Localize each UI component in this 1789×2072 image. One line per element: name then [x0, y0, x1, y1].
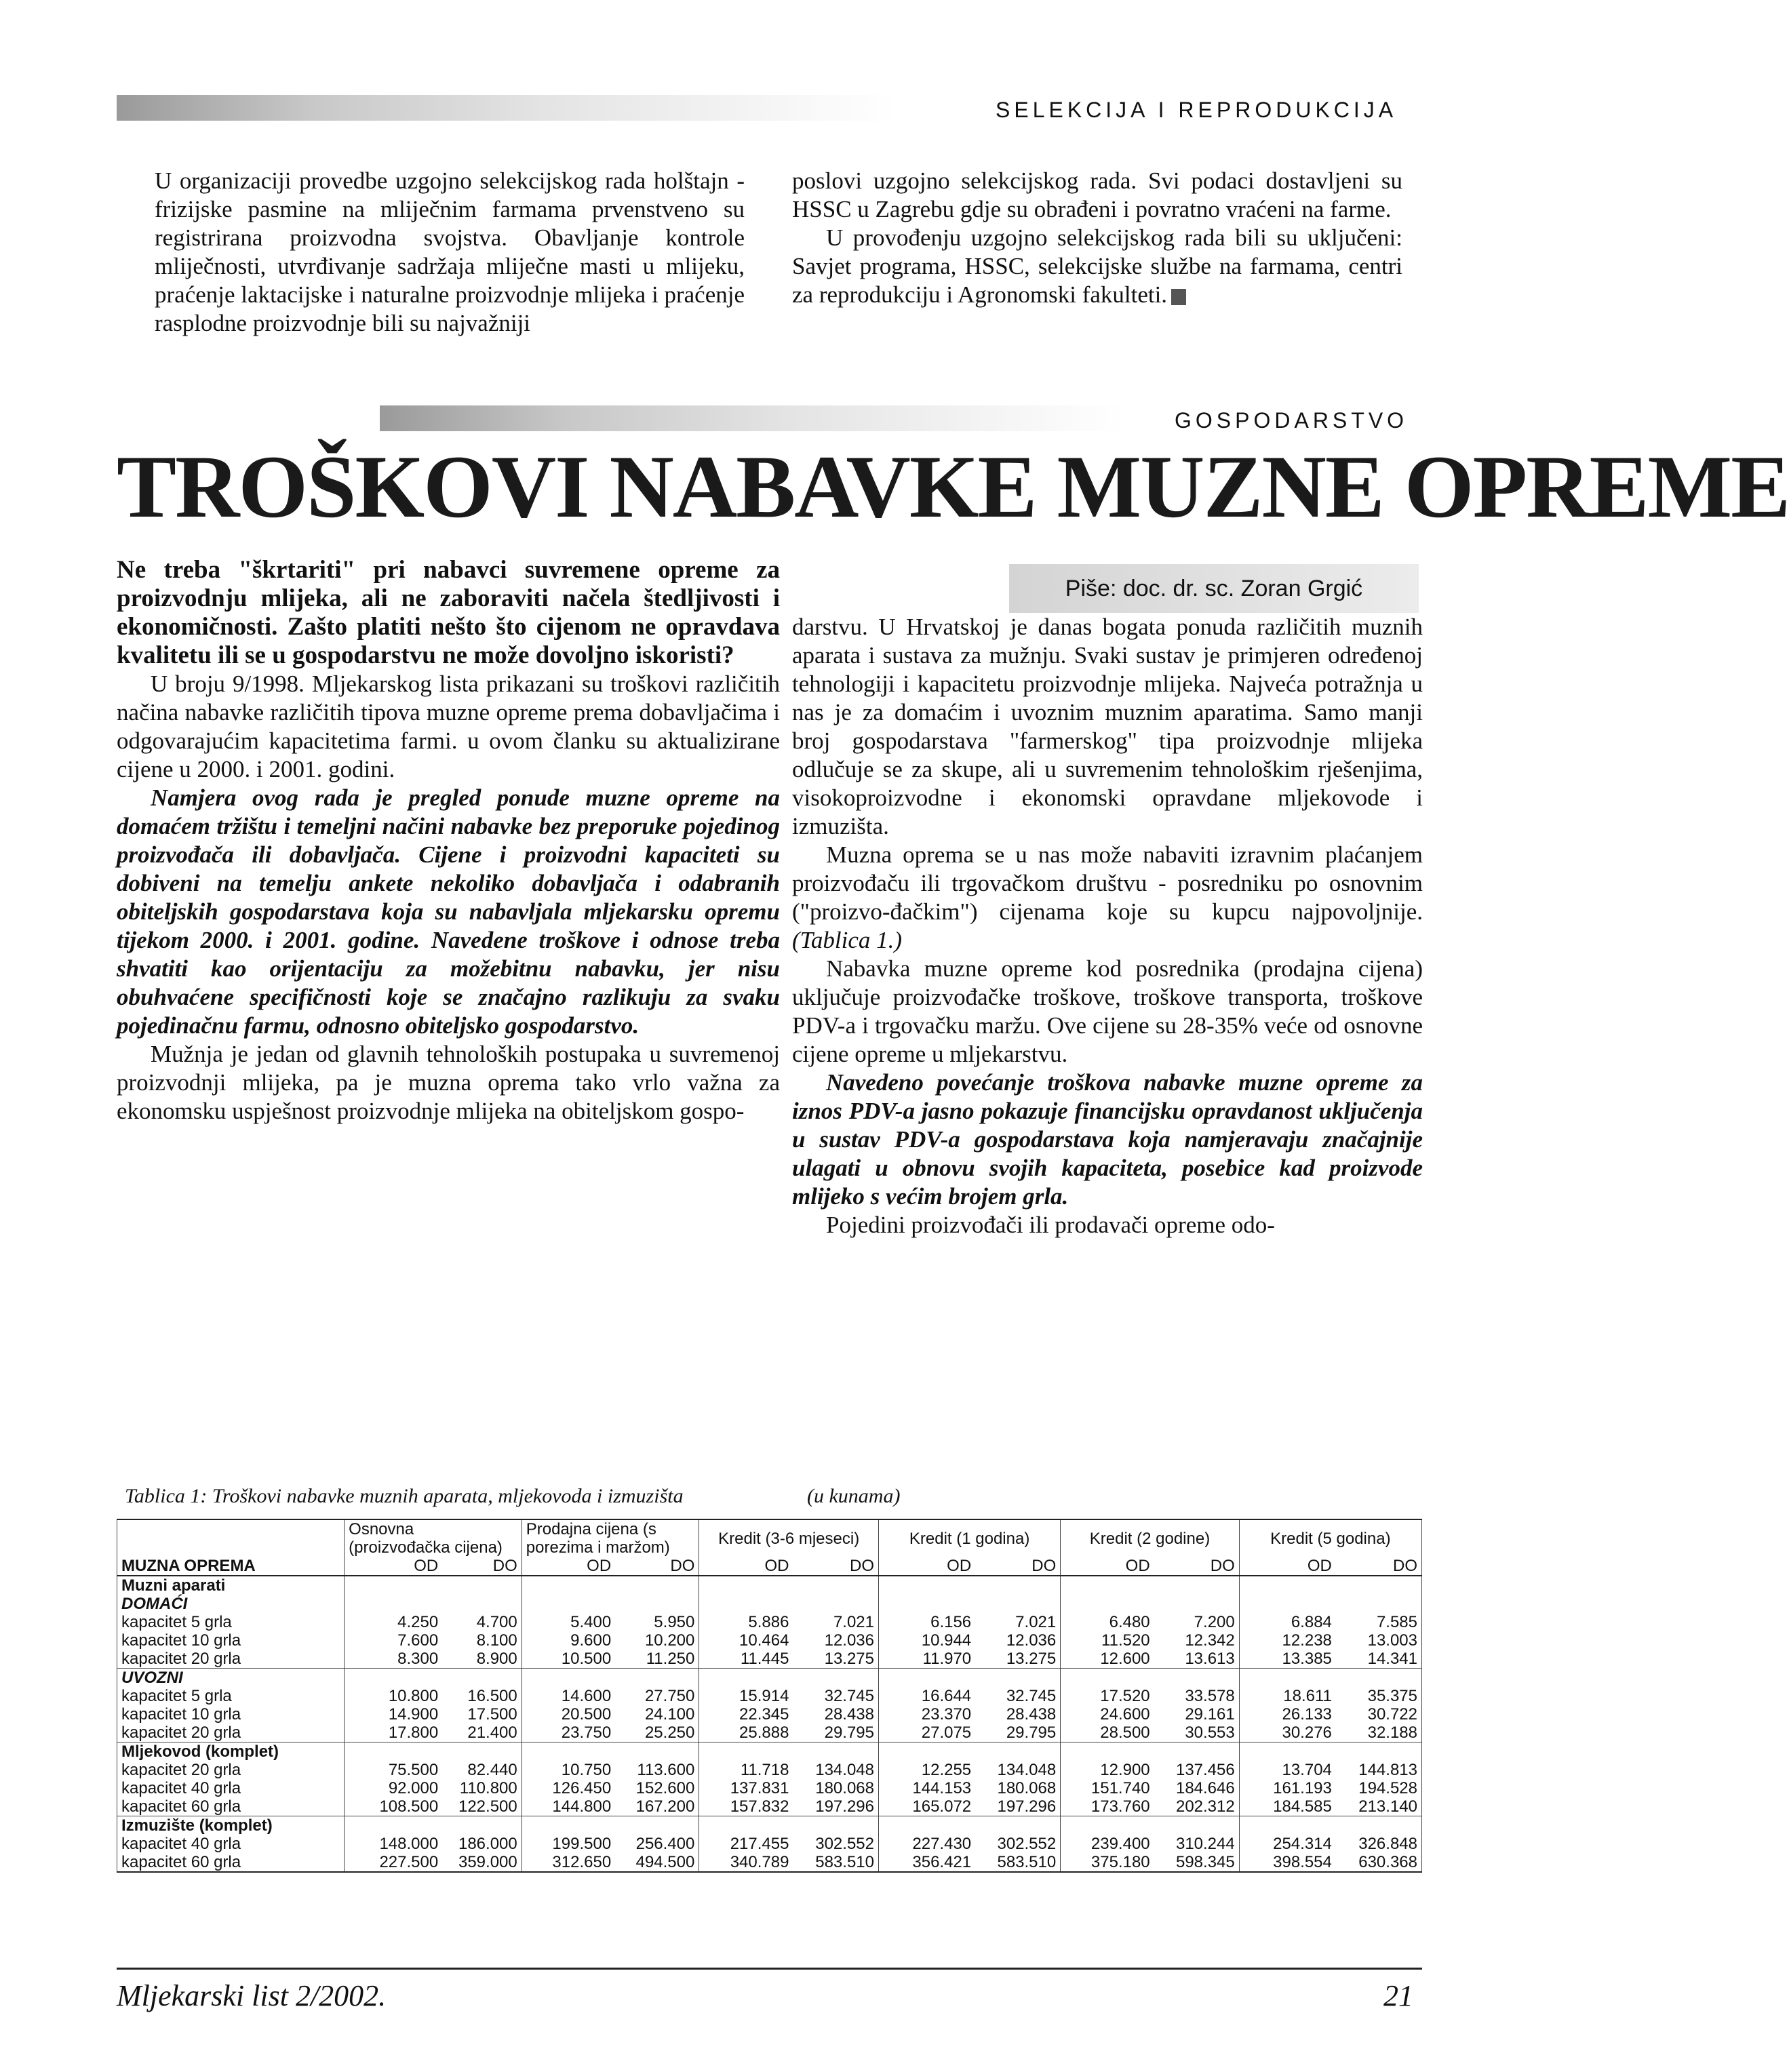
value-cell: 180.068 [997, 1779, 1057, 1797]
value-cell: 4.700 [476, 1613, 517, 1631]
table-row [117, 1650, 1422, 1669]
empty-cell [1336, 1669, 1422, 1688]
value-cell: 302.552 [997, 1835, 1057, 1853]
value-cell: 13.275 [1006, 1650, 1057, 1668]
value-cell: 14.341 [1336, 1650, 1422, 1669]
value-cell: 15.914 [699, 1687, 793, 1705]
value-cell: 29.161 [1185, 1705, 1235, 1724]
prev-article-right-p2-text: U provođenju uzgojno selekcijskog rada bili su uključeni: Savjet programa, HSSC, selekcijske službe na farmama, centri za reprodukciju i Agronomski fakulteti. [792, 224, 1402, 308]
prev-article-right-p1: poslovi uzgojno selekcijskog rada. Svi podaci dostavljeni su HSSC u Zagrebu gdje su obrađeni i povratno vraćeni na farme. [792, 167, 1402, 222]
empty-cell [1336, 1742, 1422, 1761]
value-cell: 24.600 [1061, 1705, 1154, 1724]
value-cell: 340.789 [699, 1853, 793, 1872]
empty-cell [442, 1669, 522, 1688]
value-cell: 28.438 [824, 1705, 874, 1724]
value-cell: 13.613 [1185, 1650, 1235, 1668]
value-cell: 82.440 [467, 1761, 517, 1779]
table-group-header [117, 1519, 1422, 1557]
empty-cell [615, 1816, 699, 1835]
value-cell: 186.000 [458, 1835, 517, 1853]
do-header: DO [1154, 1557, 1240, 1576]
value-cell: 7.021 [1015, 1613, 1057, 1631]
empty-cell [345, 1816, 443, 1835]
header-shade [117, 95, 897, 121]
article-right-p4: Navedeno povećanje troškova nabavke muzne opreme za iznos PDV-a jasno pokazuje financijsku opravdanost uključenja u sustav PDV-a gospodarstava koja namjeravaju značajnije ulagati u obnovu svojih kapaciteta, posebice kad proizvode mlijeko s većim brojem grla. [792, 1069, 1423, 1210]
value-cell: 20.500 [522, 1705, 615, 1724]
value-cell: 32.188 [1336, 1724, 1422, 1742]
empty-cell [345, 1742, 443, 1761]
article-left-p3: Mužnja je jedan od glavnih tehnoloških postupaka u suvremenoj proizvodnji mlijeka, pa je muzna oprema tako vrlo važna za ekonomsku uspješnost proizvodnje mlijeka na obiteljskom gospo- [117, 1041, 780, 1124]
empty-cell [975, 1742, 1061, 1761]
value-cell: 398.554 [1239, 1853, 1336, 1872]
od-header: OD [522, 1557, 615, 1576]
value-cell: 30.276 [1239, 1724, 1336, 1742]
value-cell: 256.400 [635, 1835, 695, 1853]
value-cell: 27.750 [644, 1687, 695, 1705]
value-cell: 326.848 [1336, 1835, 1422, 1853]
empty-cell [522, 1669, 615, 1688]
value-cell: 12.238 [1239, 1631, 1336, 1650]
value-cell: 167.200 [635, 1797, 695, 1816]
value-cell: 630.368 [1336, 1853, 1422, 1872]
value-cell: 137.456 [1175, 1761, 1235, 1779]
od-header: OD [699, 1557, 793, 1576]
do-header: DO [975, 1557, 1061, 1576]
table-row [117, 1687, 1422, 1705]
empty-cell [699, 1816, 793, 1835]
empty-cell [1336, 1595, 1422, 1613]
group-header: Kredit (2 godine) [1061, 1519, 1240, 1557]
prev-article-left [155, 167, 745, 338]
empty-cell [522, 1742, 615, 1761]
table-row [117, 1761, 1422, 1779]
value-cell: 26.133 [1239, 1705, 1336, 1724]
footer-rule [117, 1968, 1422, 1970]
empty-cell [1336, 1576, 1422, 1595]
row-label: kapacitet 60 grla [117, 1853, 345, 1872]
value-cell: 108.500 [379, 1797, 439, 1816]
value-cell: 8.100 [476, 1631, 517, 1650]
article-left-p2: Namjera ovog rada je pregled ponude muzne opreme na domaćem tržištu i temeljni načini nabavke bez preporuke pojedinog proizvođača ili dobavljača. Cijene i proizvodni kapaciteti su dobiveni na temelju ankete nekoliko dobavljača i odabranih obiteljskih gospodarstava koja su nabavljala mljekarsku opremu tijekom 2000. i 2001. godine. Navedene troškove i odnose treba shvatiti kao orijentaciju za možebitnu nabavku, jer nisu obuhvaćene specifičnosti koje se značajno razlikuju za svaku pojedinačnu farmu, odnosno obiteljsko gospodarstvo. [117, 784, 780, 1039]
value-cell: 24.100 [644, 1705, 695, 1724]
empty-cell [345, 1669, 443, 1688]
value-cell: 28.438 [1006, 1705, 1057, 1724]
empty-cell [615, 1576, 699, 1595]
row-label: kapacitet 40 grla [117, 1779, 345, 1797]
value-cell: 14.600 [522, 1687, 615, 1705]
value-cell: 202.312 [1175, 1797, 1235, 1816]
value-cell: 25.250 [644, 1724, 695, 1742]
group-title: Izmuzište (komplet) [117, 1816, 345, 1835]
article-right-p2 [792, 841, 1423, 955]
od-header: OD [345, 1557, 443, 1576]
article-right-p1: darstvu. U Hrvatskoj je danas bogata ponuda različitih muznih aparata i sustava za mužnju. Svaki sustav je primjeren određenoj tehnologiji i kapacitetu proizvodnje mlijeka. Najveća potražnja u nas je za domaćim i uvoznim muznim aparatima. Samo manji broj gospodarstava "farmerskog" tipa proizvodnje mlijeka odlučuje se za skupe, ali u suvremenim tehnološkim rješenjima, visokoproizvodne i ekonomski opravdane mljekovode i izmuzišta. [792, 614, 1423, 839]
empty-cell [793, 1742, 878, 1761]
group-header: Kredit (5 godina) [1239, 1519, 1421, 1557]
empty-cell [793, 1816, 878, 1835]
empty-cell [615, 1669, 699, 1688]
empty-cell [1061, 1595, 1154, 1613]
value-cell: 9.600 [522, 1631, 615, 1650]
value-cell: 10.800 [388, 1687, 439, 1705]
empty-cell [615, 1595, 699, 1613]
article-left-p1: U broju 9/1998. Mljekarskog lista prikazani su troškovi različitih načina nabavke različitih tipova muzne opreme prema dobavljačima i odgovarajućim kapacitetima farmi. u ovom članku su aktualizirane cijene u 2000. i 2001. godini. [117, 671, 780, 782]
table-row [117, 1779, 1422, 1797]
do-header: DO [793, 1557, 878, 1576]
empty-cell [975, 1595, 1061, 1613]
value-cell: 13.275 [824, 1650, 874, 1668]
value-cell: 197.296 [815, 1797, 874, 1816]
value-cell: 151.740 [1061, 1779, 1154, 1797]
value-cell: 6.156 [879, 1613, 976, 1631]
empty-cell [1061, 1742, 1154, 1761]
corner-label: MUZNA OPREMA [117, 1557, 345, 1576]
value-cell: 583.510 [975, 1853, 1061, 1872]
value-cell: 35.375 [1336, 1687, 1422, 1705]
do-header: DO [615, 1557, 699, 1576]
value-cell: 122.500 [458, 1797, 517, 1816]
empty-cell [699, 1595, 793, 1613]
value-cell: 27.075 [879, 1724, 976, 1742]
empty-cell [793, 1595, 878, 1613]
row-label: kapacitet 5 grla [117, 1687, 345, 1705]
article-lead: Ne treba "škrtariti" pri nabavci suvremene opreme za proizvodnju mlijeka, ali ne zaboraviti načela štedljivosti i ekonomičnosti. Zašto platiti nešto što cijenom ne opravdava kvalitetu ili se u gospodarstvu ne može dovoljno iskoristi? [117, 556, 780, 669]
page-number: 21 [1383, 1979, 1413, 2012]
value-cell: 144.813 [1336, 1761, 1422, 1779]
value-cell: 17.800 [388, 1724, 439, 1742]
empty-cell [1239, 1576, 1336, 1595]
row-label: kapacitet 20 grla [117, 1650, 345, 1669]
value-cell: 12.600 [1061, 1650, 1154, 1669]
table-row [117, 1631, 1422, 1650]
value-cell: 5.950 [654, 1613, 695, 1631]
empty-cell [442, 1742, 522, 1761]
empty-cell [1154, 1669, 1240, 1688]
value-cell: 11.970 [879, 1650, 976, 1669]
empty-cell [442, 1576, 522, 1595]
subgroup-title: DOMAĆI [117, 1595, 345, 1613]
value-cell: 165.072 [879, 1797, 976, 1816]
article-title: TROŠKOVI NABAVKE MUZNE OPREME [117, 437, 1789, 536]
do-header: DO [442, 1557, 522, 1576]
table-group-row [117, 1816, 1422, 1835]
value-cell: 10.500 [522, 1650, 615, 1669]
group-header: Osnovna (proizvođačka cijena) [345, 1519, 522, 1557]
group-title: Mljekovod (komplet) [117, 1742, 345, 1761]
empty-cell [1239, 1742, 1336, 1761]
value-cell: 30.722 [1336, 1705, 1422, 1724]
value-cell: 152.600 [635, 1779, 695, 1797]
value-cell: 312.650 [522, 1853, 615, 1872]
value-cell: 17.500 [467, 1705, 517, 1724]
value-cell: 134.048 [997, 1761, 1057, 1779]
value-cell: 12.342 [1185, 1631, 1235, 1650]
row-label: kapacitet 20 grla [117, 1761, 345, 1779]
empty-cell [1239, 1669, 1336, 1688]
value-cell: 199.500 [522, 1835, 615, 1853]
value-cell: 356.421 [879, 1853, 976, 1872]
article-right-p2-text: Muzna oprema se u nas može nabaviti izravnim plaćanjem proizvođaču ili trgovačkom društvu - posredniku po osnovnim ("proizvo-đačkim") cijenama koje su kupcu najpovoljnije. [792, 841, 1423, 925]
value-cell: 23.370 [879, 1705, 976, 1724]
value-cell: 144.153 [879, 1779, 976, 1797]
empty-cell [879, 1576, 976, 1595]
value-cell: 8.300 [397, 1650, 439, 1668]
empty-cell [522, 1576, 615, 1595]
empty-cell [522, 1816, 615, 1835]
empty-cell [793, 1576, 878, 1595]
value-cell: 5.400 [522, 1613, 615, 1631]
value-cell: 359.000 [442, 1853, 522, 1872]
value-cell: 8.900 [476, 1650, 517, 1668]
empty-cell [1061, 1669, 1154, 1688]
group-title: Muzni aparati [117, 1576, 345, 1595]
corner-blank [117, 1519, 345, 1557]
value-cell: 494.500 [615, 1853, 699, 1872]
empty-cell [1061, 1576, 1154, 1595]
value-cell: 137.831 [699, 1779, 793, 1797]
value-cell: 16.500 [467, 1687, 517, 1705]
value-cell: 23.750 [522, 1724, 615, 1742]
value-cell: 28.500 [1061, 1724, 1154, 1742]
value-cell: 598.345 [1154, 1853, 1240, 1872]
value-cell: 6.480 [1061, 1613, 1154, 1631]
table-group-row [117, 1576, 1422, 1595]
empty-cell [1154, 1576, 1240, 1595]
empty-cell [975, 1816, 1061, 1835]
value-cell: 583.510 [793, 1853, 878, 1872]
value-cell: 184.646 [1175, 1779, 1235, 1797]
value-cell: 126.450 [522, 1779, 615, 1797]
value-cell: 13.003 [1336, 1631, 1422, 1650]
subgroup-title: UVOZNI [117, 1669, 345, 1688]
value-cell: 6.884 [1239, 1613, 1336, 1631]
row-label: kapacitet 20 grla [117, 1724, 345, 1742]
od-header: OD [1239, 1557, 1336, 1576]
empty-cell [345, 1576, 443, 1595]
value-cell: 7.200 [1194, 1613, 1235, 1631]
value-cell: 134.048 [815, 1761, 874, 1779]
value-cell: 4.250 [397, 1613, 439, 1631]
value-cell: 5.886 [699, 1613, 793, 1631]
row-label: kapacitet 5 grla [117, 1613, 345, 1631]
value-cell: 110.800 [459, 1779, 517, 1797]
empty-cell [699, 1742, 793, 1761]
journal-name: Mljekarski list 2/2002. [117, 1979, 387, 2012]
row-label: kapacitet 10 grla [117, 1631, 345, 1650]
od-header: OD [1061, 1557, 1154, 1576]
value-cell: 75.500 [388, 1761, 439, 1779]
row-label: kapacitet 60 grla [117, 1797, 345, 1816]
article-left-column [117, 556, 780, 1125]
empty-cell [1336, 1816, 1422, 1835]
table-group-row [117, 1742, 1422, 1761]
value-cell: 144.800 [522, 1797, 615, 1816]
value-cell: 161.193 [1239, 1779, 1336, 1797]
empty-cell [1061, 1816, 1154, 1835]
prev-article-right [792, 167, 1402, 309]
table-row [117, 1797, 1422, 1816]
value-cell: 11.445 [699, 1650, 793, 1669]
value-cell: 10.200 [644, 1631, 695, 1650]
value-cell: 12.036 [824, 1631, 874, 1650]
table-row [117, 1724, 1422, 1742]
section-shade [380, 405, 1126, 431]
value-cell: 7.585 [1336, 1613, 1422, 1631]
value-cell: 227.500 [345, 1853, 443, 1872]
empty-cell [1239, 1595, 1336, 1613]
row-label: kapacitet 40 grla [117, 1835, 345, 1853]
empty-cell [699, 1669, 793, 1688]
group-header: Prodajna cijena (s porezima i maržom) [522, 1519, 699, 1557]
empty-cell [442, 1595, 522, 1613]
value-cell: 197.296 [997, 1797, 1057, 1816]
empty-cell [879, 1816, 976, 1835]
value-cell: 12.255 [879, 1761, 976, 1779]
empty-cell [879, 1595, 976, 1613]
value-cell: 25.888 [699, 1724, 793, 1742]
table-subgroup-row [117, 1595, 1422, 1613]
empty-cell [1239, 1816, 1336, 1835]
value-cell: 10.464 [699, 1631, 793, 1650]
od-header: OD [879, 1557, 976, 1576]
table-subgroup-row [117, 1669, 1422, 1688]
value-cell: 7.600 [397, 1631, 439, 1650]
table-reference: (Tablica 1.) [792, 927, 903, 953]
value-cell: 29.795 [1006, 1724, 1057, 1742]
group-header: Kredit (3-6 mjeseci) [699, 1519, 879, 1557]
value-cell: 32.745 [1006, 1687, 1057, 1705]
value-cell: 254.314 [1239, 1835, 1336, 1853]
empty-cell [879, 1669, 976, 1688]
empty-cell [879, 1742, 976, 1761]
value-cell: 239.400 [1061, 1835, 1154, 1853]
value-cell: 213.140 [1336, 1797, 1422, 1816]
value-cell: 12.036 [1006, 1631, 1057, 1650]
article-right-p3: Nabavka muzne opreme kod posrednika (prodajna cijena) uključuje proizvođačke troškove, troškove transporta, troškove PDV-a i trgovačku maržu. Ove cijene su 28-35% veće od osnovne cijene opreme u mljekarstvu. [792, 955, 1423, 1067]
cost-table [117, 1519, 1422, 1873]
row-label: kapacitet 10 grla [117, 1705, 345, 1724]
empty-cell [522, 1595, 615, 1613]
value-cell: 30.553 [1185, 1724, 1235, 1742]
value-cell: 113.600 [637, 1761, 695, 1779]
value-cell: 11.718 [699, 1761, 793, 1779]
value-cell: 12.900 [1061, 1761, 1154, 1779]
value-cell: 157.832 [699, 1797, 793, 1816]
prev-article-left-text: U organizaciji provedbe uzgojno selekcijskog rada holštajn - frizijske pasmine na mliječnim farmama prvenstveno su registrirana proizvodna svojstva. Obavljanje kontrole mliječnosti, utvrđivanje sadržaja mliječne masti u mlijeku, praćenje laktacijske i naturalne proizvodnje mlijeka i praćenje rasplodne proizvodnje bili su najvažniji [155, 167, 745, 336]
do-header: DO [1336, 1557, 1422, 1576]
empty-cell [615, 1742, 699, 1761]
table-subheader [117, 1557, 1422, 1576]
value-cell: 173.760 [1061, 1797, 1154, 1816]
value-cell: 21.400 [467, 1724, 517, 1742]
empty-cell [793, 1669, 878, 1688]
table-row [117, 1835, 1422, 1853]
table-row [117, 1853, 1422, 1872]
value-cell: 13.385 [1239, 1650, 1336, 1669]
value-cell: 11.520 [1061, 1631, 1154, 1650]
section-label-mid: GOSPODARSTVO [1175, 408, 1409, 433]
table-row [117, 1613, 1422, 1631]
author-byline: Piše: doc. dr. sc. Zoran Grgić [1009, 564, 1419, 613]
value-cell: 11.250 [646, 1650, 695, 1668]
value-cell: 227.430 [879, 1835, 976, 1853]
value-cell: 17.520 [1061, 1687, 1154, 1705]
empty-cell [442, 1816, 522, 1835]
prev-article-right-p2 [792, 224, 1402, 309]
value-cell: 302.552 [815, 1835, 874, 1853]
empty-cell [975, 1576, 1061, 1595]
value-cell: 310.244 [1175, 1835, 1235, 1853]
value-cell: 194.528 [1336, 1779, 1422, 1797]
end-square-icon [1171, 289, 1186, 305]
table-row [117, 1705, 1422, 1724]
value-cell: 92.000 [388, 1779, 439, 1797]
table-caption: Tablica 1: Troškovi nabavke muznih aparata, mljekovoda i izmuzišta [125, 1485, 684, 1507]
value-cell: 16.644 [879, 1687, 976, 1705]
value-cell: 10.944 [879, 1631, 976, 1650]
value-cell: 32.745 [824, 1687, 874, 1705]
value-cell: 10.750 [522, 1761, 615, 1779]
empty-cell [699, 1576, 793, 1595]
section-label-top: SELEKCIJA I REPRODUKCIJA [996, 98, 1398, 122]
value-cell: 22.345 [699, 1705, 793, 1724]
value-cell: 148.000 [379, 1835, 439, 1853]
article-right-p5: Pojedini proizvođači ili prodavači opreme odo- [826, 1212, 1275, 1238]
empty-cell [975, 1669, 1061, 1688]
group-header: Kredit (1 godina) [879, 1519, 1061, 1557]
empty-cell [1154, 1595, 1240, 1613]
value-cell: 13.704 [1239, 1761, 1336, 1779]
value-cell: 29.795 [824, 1724, 874, 1742]
article-right-column [792, 613, 1423, 1239]
value-cell: 14.900 [388, 1705, 439, 1724]
value-cell: 217.455 [699, 1835, 793, 1853]
value-cell: 18.611 [1239, 1687, 1336, 1705]
value-cell: 33.578 [1185, 1687, 1235, 1705]
empty-cell [1154, 1816, 1240, 1835]
value-cell: 184.585 [1239, 1797, 1336, 1816]
table-body [117, 1576, 1422, 1872]
value-cell: 180.068 [815, 1779, 874, 1797]
empty-cell [345, 1595, 443, 1613]
empty-cell [1154, 1742, 1240, 1761]
table-unit: (u kunama) [807, 1485, 901, 1507]
value-cell: 7.021 [833, 1613, 874, 1631]
value-cell: 375.180 [1061, 1853, 1154, 1872]
